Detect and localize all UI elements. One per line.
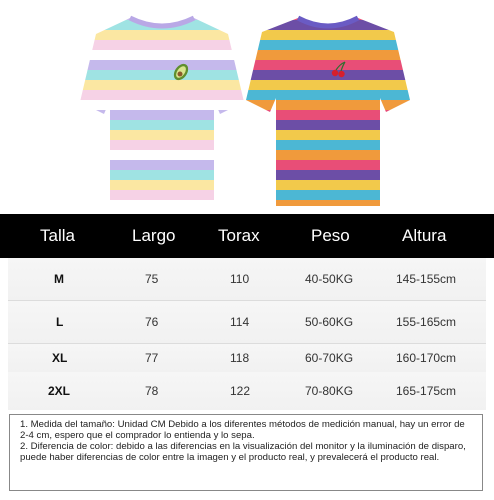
pastel-tshirt-image: [78, 10, 246, 208]
shirt-stripe: [78, 120, 246, 130]
bright-tshirt-image: [244, 10, 412, 208]
cell-largo: 78: [145, 384, 159, 398]
cell-largo: 76: [145, 315, 159, 329]
shirt-stripe: [78, 30, 246, 40]
header-largo: Largo: [132, 226, 176, 245]
shirt-stripe: [78, 10, 246, 20]
shirt-stripe: [78, 140, 246, 150]
shirt-stripe: [244, 140, 412, 150]
shirt-stripe: [244, 190, 412, 200]
cell-peso: 50-60KG: [305, 315, 354, 329]
shirt-stripe: [78, 40, 246, 50]
cell-altura: 155-165cm: [396, 315, 457, 329]
cell-peso: 40-50KG: [305, 272, 354, 286]
shirt-stripe: [78, 80, 246, 90]
table-row: [0, 372, 494, 410]
shirt-stripe: [78, 60, 246, 70]
cell-largo: 77: [145, 351, 159, 365]
shirt-stripe: [78, 50, 246, 60]
shirt-stripe: [244, 10, 412, 20]
cell-size: 2XL: [48, 384, 71, 398]
table-row: [0, 258, 494, 300]
shirt-stripe: [244, 180, 412, 190]
shirt-stripe: [244, 40, 412, 50]
cell-size: XL: [52, 351, 68, 365]
cell-largo: 75: [145, 272, 159, 286]
product-photos: [0, 0, 494, 212]
shirt-stripe: [78, 200, 246, 208]
shirt-stripe: [244, 200, 412, 208]
shirt-stripe: [78, 190, 246, 200]
size-table-header: [0, 214, 494, 258]
shirt-stripe: [244, 160, 412, 170]
cell-size: M: [54, 272, 64, 286]
note-color: 2. Diferencia de color: debido a las diferencias en la visualización del monitor y la iluminación de disparo, puede haber diferencias de color entre la imagen y el producto real, y prevalecerá el producto real.: [20, 441, 466, 463]
shirt-stripe: [78, 90, 246, 100]
cell-torax: 110: [230, 272, 250, 286]
shirt-stripe: [244, 170, 412, 180]
cell-peso: 70-80KG: [305, 384, 354, 398]
cell-altura: 160-170cm: [396, 351, 457, 365]
header-torax: Torax: [218, 226, 260, 245]
table-row: [0, 344, 494, 372]
cell-altura: 165-175cm: [396, 384, 457, 398]
shirt-stripe: [78, 110, 246, 120]
shirt-stripe: [78, 160, 246, 170]
shirt-stripe: [244, 70, 412, 80]
header-talla: Talla: [40, 226, 75, 245]
shirt-stripe: [244, 50, 412, 60]
shirt-stripe: [244, 120, 412, 130]
header-peso: Peso: [311, 226, 350, 245]
cell-torax: 118: [230, 351, 250, 365]
cell-torax: 122: [230, 384, 251, 398]
header-altura: Altura: [402, 226, 447, 245]
cell-size: L: [56, 315, 64, 329]
cell-torax: 114: [230, 315, 250, 329]
cell-peso: 60-70KG: [305, 351, 354, 365]
shirt-stripe: [244, 30, 412, 40]
shirt-stripe: [78, 130, 246, 140]
shirt-stripe: [244, 60, 412, 70]
shirt-stripe: [78, 180, 246, 190]
shirt-stripe: [244, 90, 412, 100]
shirt-stripe: [244, 150, 412, 160]
shirt-stripe: [78, 70, 246, 80]
cell-altura: 145-155cm: [396, 272, 457, 286]
shirt-stripe: [78, 170, 246, 180]
shirt-stripe: [78, 100, 246, 110]
shirt-stripe: [244, 100, 412, 110]
shirt-stripe: [244, 80, 412, 90]
table-row: [0, 301, 494, 343]
shirt-stripe: [78, 150, 246, 160]
note-measurement: 1. Medida del tamaño: Unidad CM Debido a los diferentes métodos de medición manual, hay un error de 2-4 cm, espero que el comprador lo entienda y lo sepa.: [20, 419, 465, 441]
notes-box: [9, 414, 483, 491]
shirt-stripe: [244, 130, 412, 140]
shirt-stripe: [244, 110, 412, 120]
